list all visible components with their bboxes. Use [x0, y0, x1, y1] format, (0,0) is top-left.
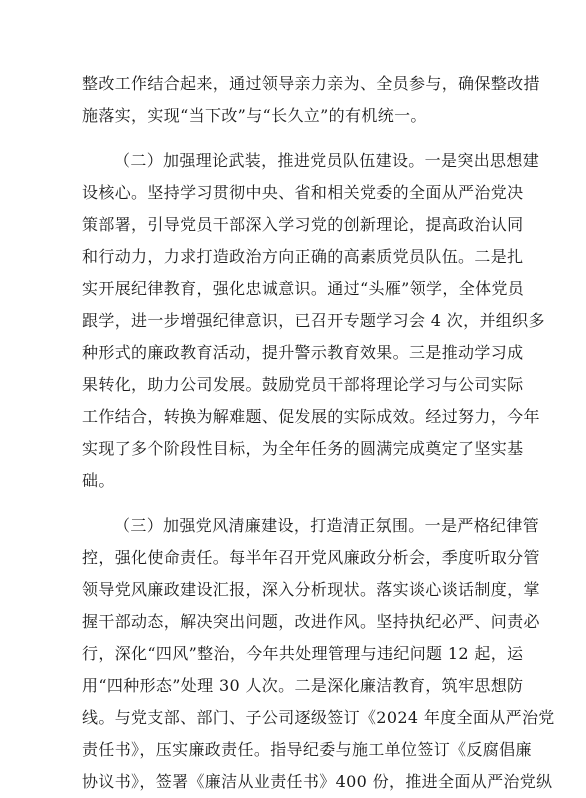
text-line: 线。与党支部、部门、子公司逐级签订《2024 年度全面从严治党 — [82, 708, 555, 727]
text-line: 设核心。坚持学习贯彻中央、省和相关党委的全面从严治党决 — [82, 183, 524, 202]
paragraph-spacer — [82, 132, 506, 145]
text-line: 领导党风廉政建设汇报，深入分析现状。落实谈心谈话制度，掌 — [82, 580, 540, 599]
paragraph-clean-governance — [82, 510, 555, 798]
text-line: 种形式的廉政教育活动，提升警示教育效果。三是推动学习成 — [82, 343, 524, 362]
text-line: 协议书》，签署《廉洁从业责任书》400 份，推进全面从严治党纵 — [82, 772, 553, 791]
paragraph-spacer — [82, 497, 506, 510]
text-line: 工作结合，转换为解难题、促发展的实际成效。经过努力，今年 — [82, 407, 540, 426]
paragraph-theory-study — [82, 145, 545, 497]
text-line-first: （三）加强党风清廉建设，打造清正氛围。一是严格纪律管 — [114, 516, 540, 535]
text-line-first: （二）加强理论武装，推进党员队伍建设。一是突出思想建 — [114, 151, 540, 170]
text-line: 实开展纪律教育，强化忠诚意识。通过“头雁”领学，全体党员 — [82, 279, 525, 298]
paragraph-rectification — [82, 68, 540, 132]
text-line: 控，强化使命责任。每半年召开党风廉政分析会，季度听取分管 — [82, 548, 540, 567]
text-line: 握干部动态，解决突出问题，改进作风。坚持执纪必严、问责必 — [82, 612, 540, 631]
document-body — [82, 68, 555, 798]
text-line: 础。 — [82, 471, 115, 490]
text-line: 行，深化“四风”整治，今年共处理管理与违纪问题 12 起，运 — [82, 644, 524, 663]
text-line: 和行动力，力求打造政治方向正确的高素质党员队伍。二是扎 — [82, 247, 524, 266]
text-line: 实现了多个阶段性目标，为全年任务的圆满完成奠定了坚实基 — [82, 439, 524, 458]
text-line: 用“四种形态”处理 30 人次。二是深化廉洁教育，筑牢思想防 — [82, 676, 524, 695]
text-line: 策部署，引导党员干部深入学习党的创新理论，提高政治认同 — [82, 215, 524, 234]
text-line: 果转化，助力公司发展。鼓励党员干部将理论学习与公司实际 — [82, 375, 524, 394]
text-line: 跟学，进一步增强纪律意识，已召开专题学习会 4 次，并组织多 — [82, 311, 545, 330]
text-line: 责任书》，压实廉政责任。指导纪委与施工单位签订《反腐倡廉 — [82, 740, 532, 759]
text-line: 施落实，实现“当下改”与“长久立”的有机统一。 — [82, 106, 427, 125]
text-line: 整改工作结合起来，通过领导亲力亲为、全员参与，确保整改措 — [82, 74, 540, 93]
